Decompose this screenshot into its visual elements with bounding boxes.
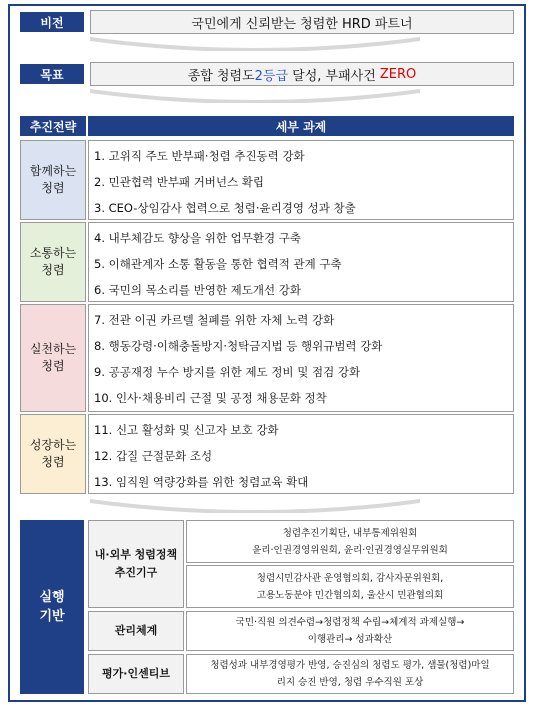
- org-box1-line: 윤리·인권경영위원회, 윤리·인권경영실무위원회: [252, 544, 448, 556]
- org-label: [88, 520, 184, 608]
- strategy-line1: 소통하는: [29, 246, 77, 260]
- task-item: 1. 고위직 주도 반부패·청렴 추진동력 강화: [94, 149, 305, 163]
- task-item: 12. 갑질 근절문화 조성: [94, 449, 213, 463]
- org-box2-line: 고용노동분야 민간협의회, 울산시 민관협의회: [256, 589, 444, 601]
- task-item: 11. 신고 활성화 및 신고자 보호 강화: [94, 423, 279, 437]
- vision-text: 국민에게 신뢰받는 청렴한 HRD 파트너: [90, 10, 514, 34]
- goal-label: 목표: [20, 64, 84, 84]
- strategy-tasks-together: [88, 140, 514, 220]
- strategy-tasks-practice: [88, 304, 514, 412]
- strategy-line1: 실천하는: [29, 342, 77, 356]
- goal-text-pre: 종합 청렴도: [187, 68, 255, 84]
- execution-base-label: [20, 520, 84, 694]
- goal-grade: 2등급: [254, 68, 289, 84]
- org-box1-line: 청렴추진기획단, 내부통제위원회: [282, 527, 418, 539]
- strategy-tasks-grow: [88, 414, 514, 494]
- chevron-divider: [90, 499, 420, 513]
- strategy-grow: [20, 414, 86, 494]
- chevron-divider: [90, 37, 420, 51]
- task-item: 10. 인사·채용비리 근절 및 공정 채용문화 정착: [94, 391, 327, 405]
- execution-line1: 실행: [39, 590, 65, 605]
- vision-label: 비전: [20, 12, 84, 32]
- task-item: 3. CEO-상임감사 협력으로 청렴·윤리경영 성과 창출: [94, 201, 356, 215]
- task-item: 6. 국민의 목소리를 반영한 제도개선 강화: [94, 283, 301, 297]
- execution-line2: 기반: [39, 609, 65, 624]
- strategy-line2: 청렴: [41, 455, 65, 469]
- strategy-tasks-communicate: [88, 222, 514, 302]
- goal-zero: ZERO: [379, 66, 417, 82]
- strategy-together: [20, 140, 86, 220]
- task-item: 13. 임직원 역량강화를 위한 청렴교육 확대: [94, 475, 309, 489]
- mgmt-line: 이행관리→ 성과확산: [307, 634, 393, 645]
- strategy-line1: 함께하는: [29, 164, 77, 178]
- strategy-practice: [20, 304, 86, 412]
- tasks-header: 세부 과제: [88, 116, 514, 136]
- task-item: 8. 행동강령·이해충돌방지·청탁금지법 등 행위규범력 강화: [94, 339, 383, 353]
- strategy-line1: 성장하는: [29, 438, 77, 452]
- strategy-line2: 청렴: [41, 359, 65, 373]
- task-item: 7. 전관 이권 카르텔 철폐를 위한 자체 노력 강화: [94, 313, 335, 327]
- eval-box: [186, 654, 514, 694]
- goal-text-mid: 달성, 부패사건: [288, 68, 380, 84]
- goal-text: [90, 62, 514, 86]
- strategy-line2: 청렴: [41, 181, 65, 195]
- eval-label: [88, 654, 184, 694]
- strategy-header: 추진전략: [20, 116, 86, 136]
- eval-line: 리지 승진 반영, 청렴 우수직원 포상: [276, 677, 424, 688]
- task-item: 9. 공공재정 누수 방지를 위한 제도 정비 및 점검 강화: [94, 365, 361, 379]
- strategy-line2: 청렴: [41, 263, 65, 277]
- eval-label-text: 평가·인센티브: [102, 667, 170, 680]
- strategy-communicate: [20, 222, 86, 302]
- task-item: 5. 이해관계자 소통 활동을 통한 협력적 관계 구축: [94, 257, 342, 271]
- org-label-line1: 내·외부 청렴정책: [94, 548, 178, 561]
- mgmt-box: [186, 611, 514, 651]
- eval-line: 청렴성과 내부경영평가 반영, 승진심의 청렴도 평가, 샘물(청렴)마일: [210, 660, 490, 671]
- task-item: 4. 내부체감도 향상을 위한 업무환경 구축: [94, 231, 301, 245]
- org-box-committees: [186, 520, 514, 563]
- mgmt-label: [88, 611, 184, 651]
- org-box-councils: [186, 565, 514, 608]
- task-item: 2. 민관협력 반부패 거버넌스 확립: [94, 175, 265, 189]
- org-box2-line: 청렴시민감사관 운영협의회, 감사자문위원회,: [256, 572, 444, 584]
- chevron-divider: [90, 89, 420, 103]
- mgmt-label-text: 관리체계: [114, 624, 158, 637]
- mgmt-line: 국민·직원 의견수렴→청렴정책 수립→체계적 과제실행→: [235, 617, 465, 628]
- org-label-line2: 추진기구: [114, 566, 158, 579]
